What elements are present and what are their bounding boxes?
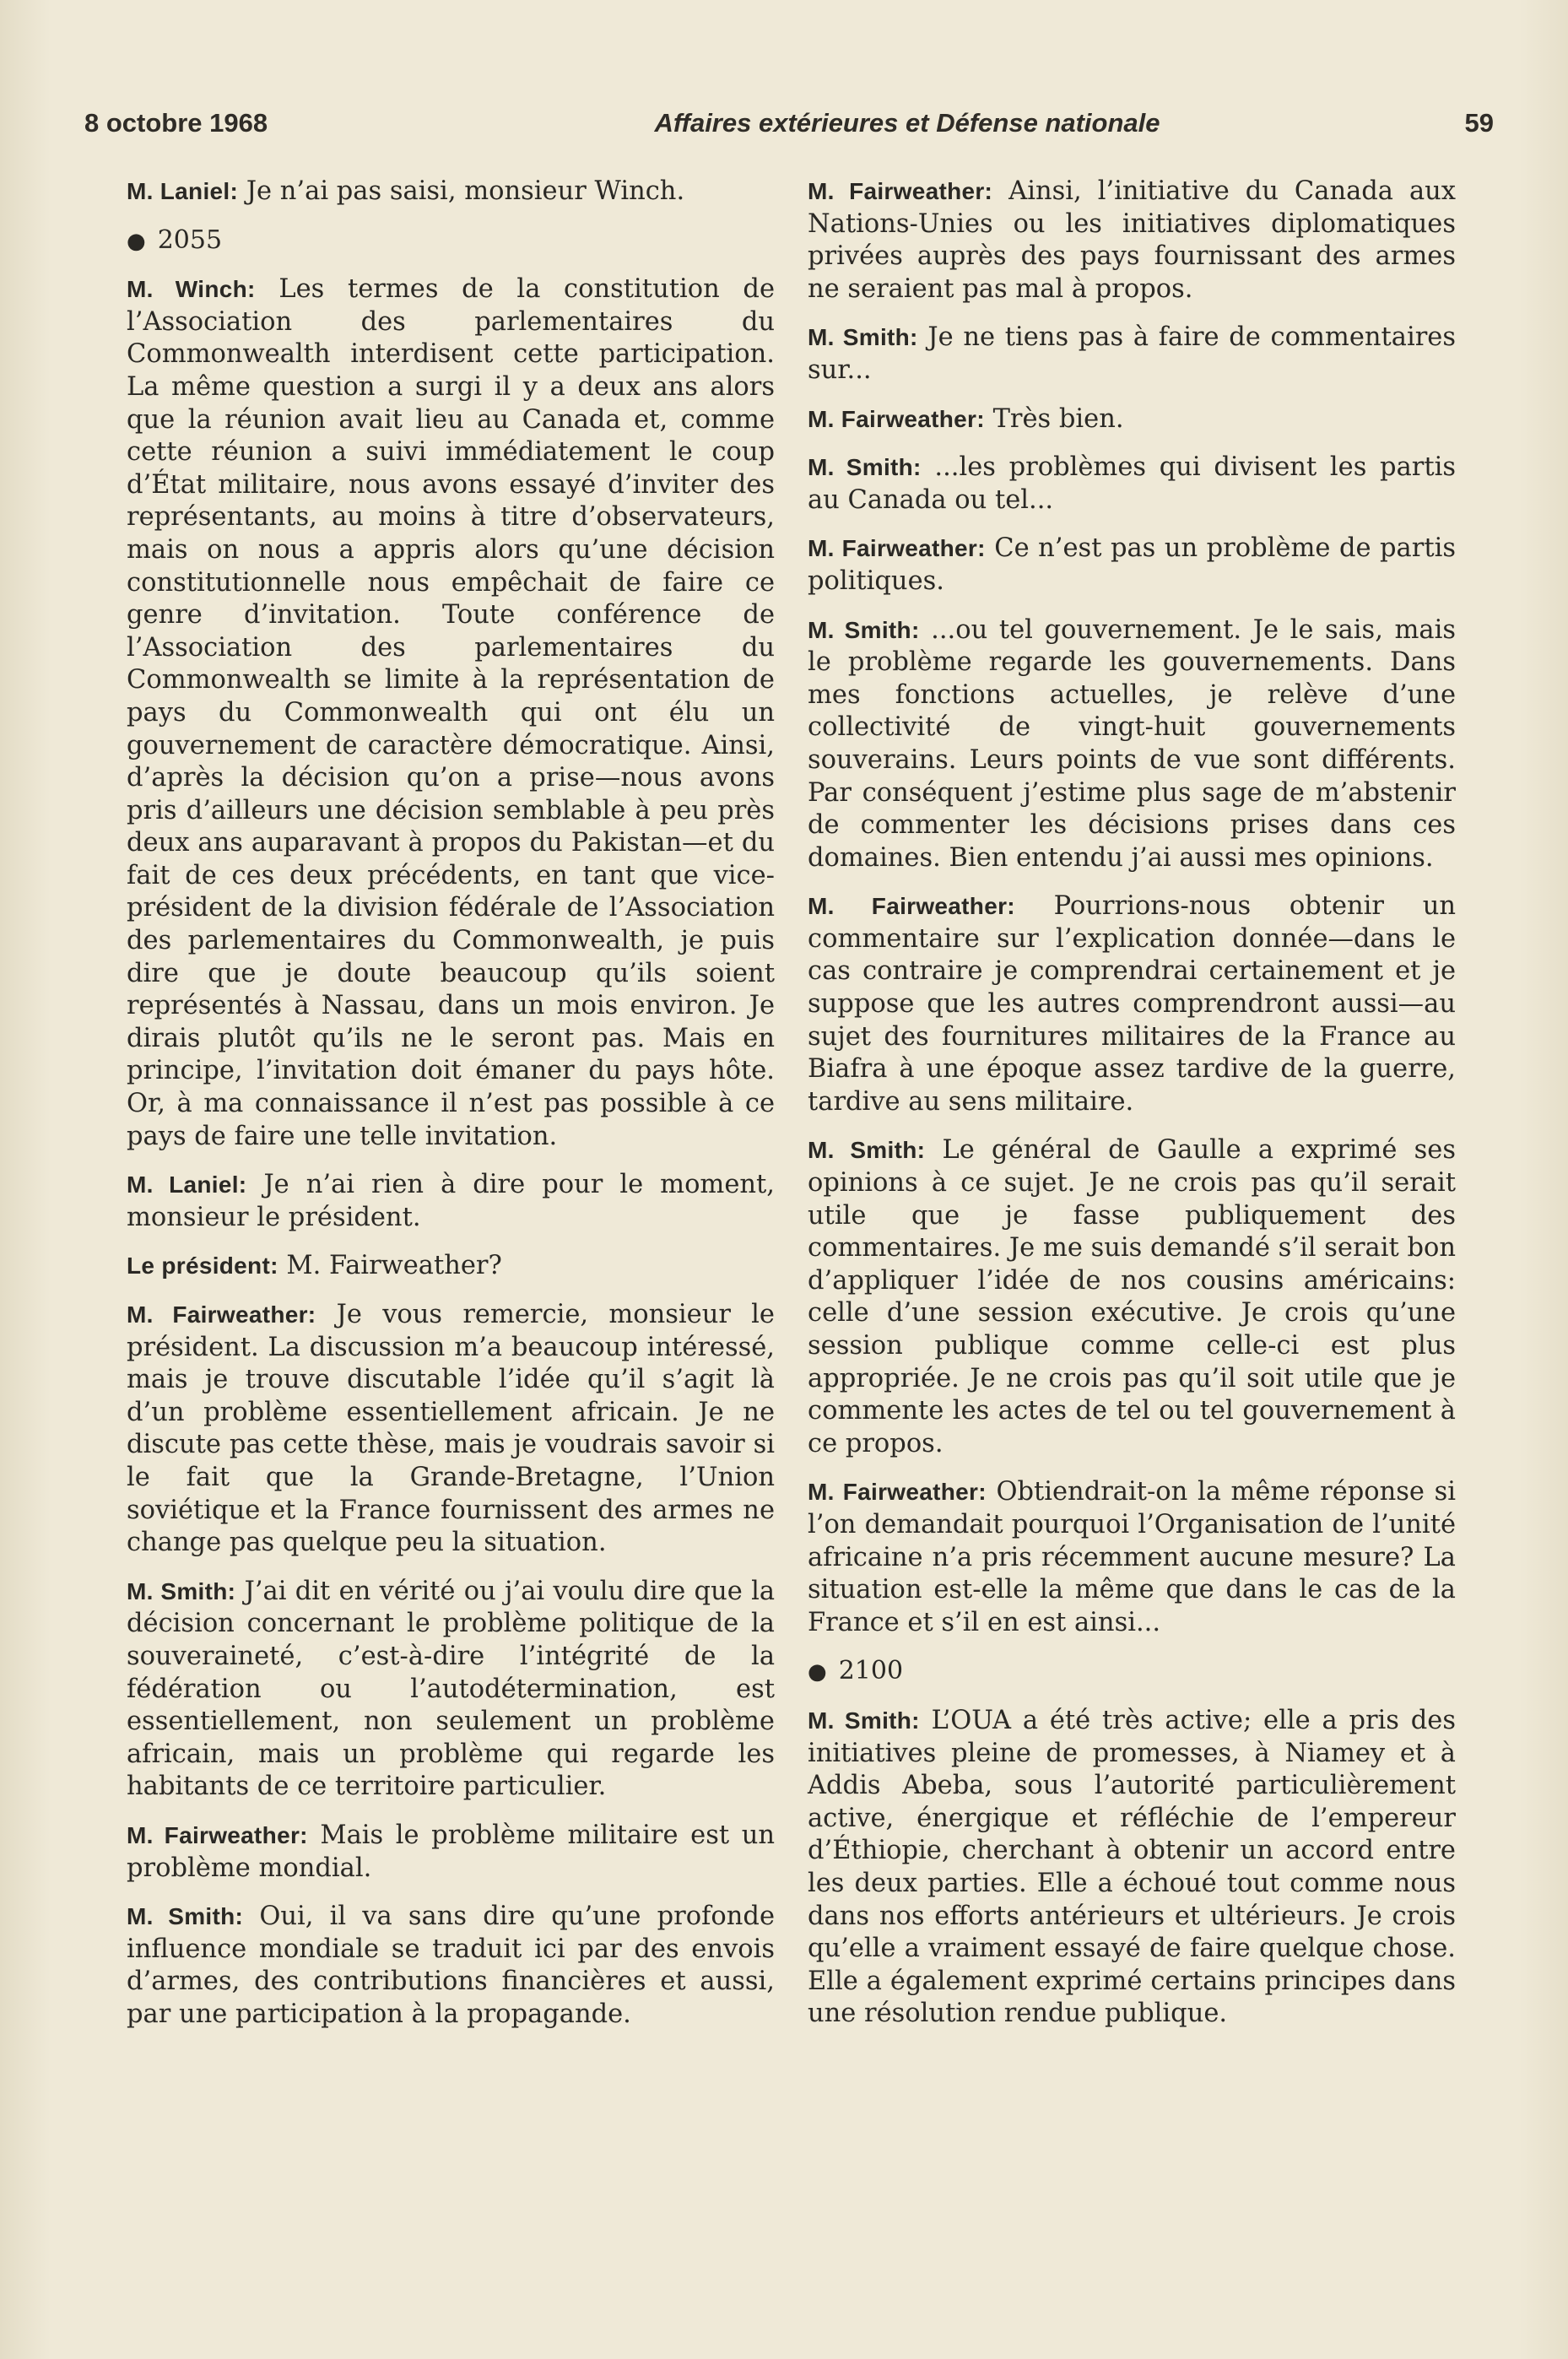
speaker-label: M. Smith: <box>127 1903 244 1930</box>
time-stamp: 2100 <box>838 1656 904 1686</box>
speaker-label: M. Fairweather: <box>808 893 1015 920</box>
page-number: 59 <box>1464 108 1494 138</box>
time-marker <box>808 1655 1456 1689</box>
time-stamp: 2055 <box>157 225 223 255</box>
time-marker <box>127 225 775 258</box>
speaker-label: M. Fairweather: <box>127 1301 316 1328</box>
speech-paragraph <box>127 1901 775 2031</box>
speaker-label: M. Smith: <box>808 454 922 481</box>
speaker-label: M. Fairweather: <box>808 405 985 432</box>
right-column <box>808 176 1456 2047</box>
speaker-label: M. Smith: <box>808 616 920 643</box>
speech-text: Très bien. <box>984 403 1124 434</box>
speaker-label: M. Fairweather: <box>808 1479 987 1506</box>
speech-paragraph <box>127 1250 775 1283</box>
speech-paragraph <box>127 1576 775 1804</box>
speaker-label: M. Winch: <box>127 276 256 303</box>
bullet-icon: ● <box>127 228 146 254</box>
page-header <box>84 100 1494 150</box>
speaker-label: M. Smith: <box>808 1707 920 1734</box>
speech-text: Mais le problème militaire est un problème mondial. <box>127 1820 775 1883</box>
speech-paragraph <box>808 1134 1456 1460</box>
speech-paragraph <box>808 890 1456 1118</box>
speech-text: Je n’ai rien à dire pour le moment, monsieur le président. <box>127 1170 775 1232</box>
speaker-label: M. Laniel: <box>127 178 239 204</box>
speech-text: Je ne tiens pas à faire de commentaires sur... <box>808 322 1456 385</box>
speech-paragraph <box>808 614 1456 875</box>
speech-paragraph <box>127 273 775 1153</box>
speaker-label: M. Smith: <box>127 1577 236 1604</box>
speech-text: Pourrions-nous obtenir un commentaire sur l’explication donnée—dans le cas contraire je comprendrai certainement et je suppose que les autres comprendront aussi—au sujet des fournitures militaires de la France au Biafra à une époque assez tardive de la guerre, tardive au sens militaire. <box>808 891 1456 1117</box>
speech-text: Ainsi, l’initiative du Canada aux Nations-Unies ou les initiatives diplomatiques privées auprès des pays fournissant des armes ne seraient pas mal à propos. <box>808 176 1457 304</box>
speech-paragraph <box>808 452 1456 517</box>
speaker-label: M. Smith: <box>808 1137 926 1164</box>
speaker-label: M. Fairweather: <box>808 535 986 562</box>
speech-paragraph <box>808 533 1456 598</box>
speaker-label: M. Fairweather: <box>808 178 993 204</box>
speech-paragraph <box>808 176 1456 306</box>
speech-paragraph <box>127 1299 775 1560</box>
speech-paragraph <box>808 1476 1456 1639</box>
speech-paragraph <box>127 1169 775 1234</box>
left-column <box>127 176 775 2047</box>
speech-paragraph <box>127 1820 775 1885</box>
speech-text: M. Fairweather? <box>278 1251 502 1281</box>
speech-text: ...les problèmes qui divisent les partis au Canada ou tel... <box>808 452 1457 515</box>
speech-text: Oui, il va sans dire qu’une profonde influence mondiale se traduit ici par des envois d’armes, des contributions financières et aussi, par une participation à la propagande. <box>127 1902 775 2029</box>
speech-text: ...ou tel gouvernement. Je le sais, mais le problème regarde les gouvernements. Dans mes fonctions actuelles, je relève d’une collectivité de vingt-huit gouvernements souverains. Leurs points de vue sont différents. Par conséquent j’estime plus sage de m’abstenir de commenter les décisions prises dans ces domaines. Bien entendu j’ai aussi mes opinions. <box>808 614 1456 873</box>
speaker-label: M. Laniel: <box>127 1171 247 1198</box>
speech-text: Je n’ai pas saisi, monsieur Winch. <box>238 176 685 206</box>
speech-paragraph <box>808 1705 1456 2031</box>
speech-text: L’OUA a été très active; elle a pris des initiatives pleine de promesses, à Niamey et à Addis Abeba, sous l’autorité particulièrement active, énergique et réfléchie de l’empereur d’Éthiopie, cherchant à obtenir un accord entre les deux parties. Elle a échoué tout comme nous dans nos efforts antérieurs et ultérieurs. Je crois qu’elle a vraiment essayé de faire quelque chose. Elle a également exprimé certains principes dans une résolution rendue publique. <box>808 1705 1456 2029</box>
speech-text: Obtiendrait-on la même réponse si l’on demandait pourquoi l’Organisation de l’unité africaine n’a pris récemment aucune mesure? La situation est-elle la même que dans le cas de la France et s’il en est ainsi... <box>808 1477 1456 1637</box>
header-title: Affaires extérieures et Défense nationale <box>654 108 1160 138</box>
speech-paragraph <box>127 176 775 208</box>
speech-text: J’ai dit en vérité ou j’ai voulu dire que la décision concernant le problème politique de la souveraineté, c’est-à-dire l’intégrité de la fédération ou l’autodétermination, est essentiellement, non seulement un problème africain, mais un problème qui regarde les habitants de ce territoire particulier. <box>127 1576 776 1802</box>
speaker-label: M. Fairweather: <box>127 1821 308 1848</box>
header-date: 8 octobre 1968 <box>84 108 268 138</box>
speech-paragraph <box>808 322 1456 387</box>
speech-text: Les termes de la constitution de l’Association des parlementaires du Commonwealth interdisent cette participation. La même question a surgi il y a deux ans alors que la réunion avait lieu au Canada et, comme cette réunion a suivi immédiatement le coup d’État militaire, nous avons essayé d’inviter des représentants, au moins à titre d’observateurs, mais on nous a appris alors qu’une décision constitutionnelle nous empêchait de faire ce genre d’invitation. Toute conférence de l’Association des parlementaires du Commonwealth se limite à la représentation de pays du Commonwealth qui ont élu un gouvernement de caractère démocratique. Ainsi, d’après la décision qu’on a prise—nous avons pris d’ailleurs une décision semblable à peu près deux ans auparavant à propos du Pakistan—et du fait de ces deux précédents, en tant que vice-président de la division fédérale de l’Association des parlementaires du Commonwealth, je puis dire que je doute beaucoup qu’ils soient représentés à Nassau, dans un mois environ. Je dirais plutôt qu’ils ne le seront pas. Mais en principe, l’invitation doit émaner du pays hôte. Or, à ma connaissance il n’est pas possible à ce pays de faire une telle invitation. <box>127 274 775 1151</box>
speaker-label: M. Smith: <box>808 324 918 351</box>
speech-text: Ce n’est pas un problème de partis politiques. <box>808 533 1456 596</box>
speech-paragraph <box>808 403 1456 436</box>
speech-text: Je vous remercie, monsieur le président. La discussion m’a beaucoup intéressé, mais je trouve discutable l’idée qu’il s’agit là d’un problème essentiellement africain. Je ne discute pas cette thèse, mais je voudrais savoir si le fait que la Grande-Bretagne, l’Union soviétique et la France fournissent des armes ne change pas quelque peu la situation. <box>127 1300 775 1558</box>
bullet-icon: ● <box>808 1659 827 1685</box>
speaker-label: Le président: <box>127 1253 278 1280</box>
speech-text: Le général de Gaulle a exprimé ses opinions à ce sujet. Je ne crois pas qu’il serait utile que je fasse publiquement des commentaires. Je me suis demandé s’il serait bon d’appliquer l’idée de nos cousins américains: celle d’une session exécutive. Je crois qu’une session publique comme celle-ci est plus appropriée. Je ne crois pas qu’il soit utile que je commente les actes de tel ou tel gouvernement à ce propos. <box>808 1135 1457 1458</box>
